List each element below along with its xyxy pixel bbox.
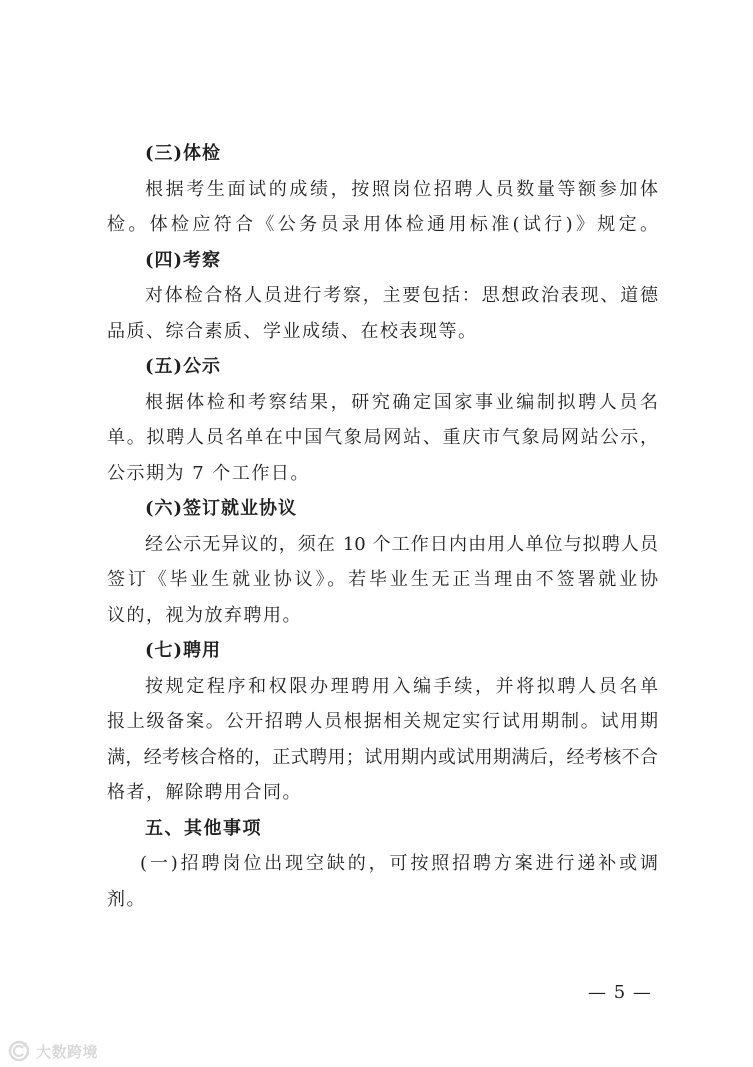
paragraph-line: 对体检合格人员进行考察，主要包括：思想政治表现、道德 [145, 285, 658, 307]
paragraph-line: 检。体检应符合《公务员录用体检通用标准(试行)》规定。 [107, 214, 658, 236]
paragraph-line: 根据考生面试的成绩，按照岗位招聘人员数量等额参加体 [145, 178, 658, 200]
subsection-heading-hiring: (七)聘用 [145, 640, 222, 662]
document-body [107, 136, 658, 917]
subsection-heading-publicity: (五)公示 [145, 356, 222, 378]
watermark-text: 大数跨境 [36, 1042, 99, 1061]
section-heading-other-matters: 五、其他事项 [145, 817, 262, 839]
watermark [8, 1038, 98, 1064]
paragraph-line: (一)招聘岗位出现空缺的，可按照招聘方案进行递补或调 [140, 853, 658, 875]
paragraph-line: 议的，视为放弃聘用。 [107, 604, 302, 626]
paragraph-line: 格者，解除聘用合同。 [107, 782, 302, 804]
paragraph-line: 单。拟聘人员名单在中国气象局网站、重庆市气象局网站公示， [107, 427, 658, 449]
subsection-heading-physical-exam: (三)体检 [145, 143, 222, 164]
subsection-heading-employment-agreement: (六)签订就业协议 [145, 498, 298, 520]
paragraph-line: 签订《毕业生就业协议》。若毕业生无正当理由不签署就业协 [107, 569, 658, 591]
page-number: — 5 — [588, 982, 652, 1003]
paragraph-line: 满，经考核合格的，正式聘用；试用期内或试用期满后，经考核不合 [107, 746, 658, 768]
paragraph-line: 品质、综合素质、学业成绩、在校表现等。 [107, 320, 478, 342]
paragraph-line: 公示期为 7 个工作日。 [107, 462, 310, 484]
paragraph-line: 按规定程序和权限办理聘用入编手续，并将拟聘人员名单 [145, 675, 658, 697]
paragraph-line: 经公示无异议的，须在 10 个工作日内由用人单位与拟聘人员 [145, 533, 658, 555]
paragraph-line: 剂。 [107, 888, 146, 910]
watermark-logo-icon [8, 1040, 30, 1062]
subsection-heading-inspection: (四)考察 [145, 249, 222, 271]
paragraph-line: 报上级备案。公开招聘人员根据相关规定实行试用期制。试用期 [107, 711, 658, 733]
paragraph-line: 根据体检和考察结果，研究确定国家事业编制拟聘人员名 [145, 391, 658, 413]
